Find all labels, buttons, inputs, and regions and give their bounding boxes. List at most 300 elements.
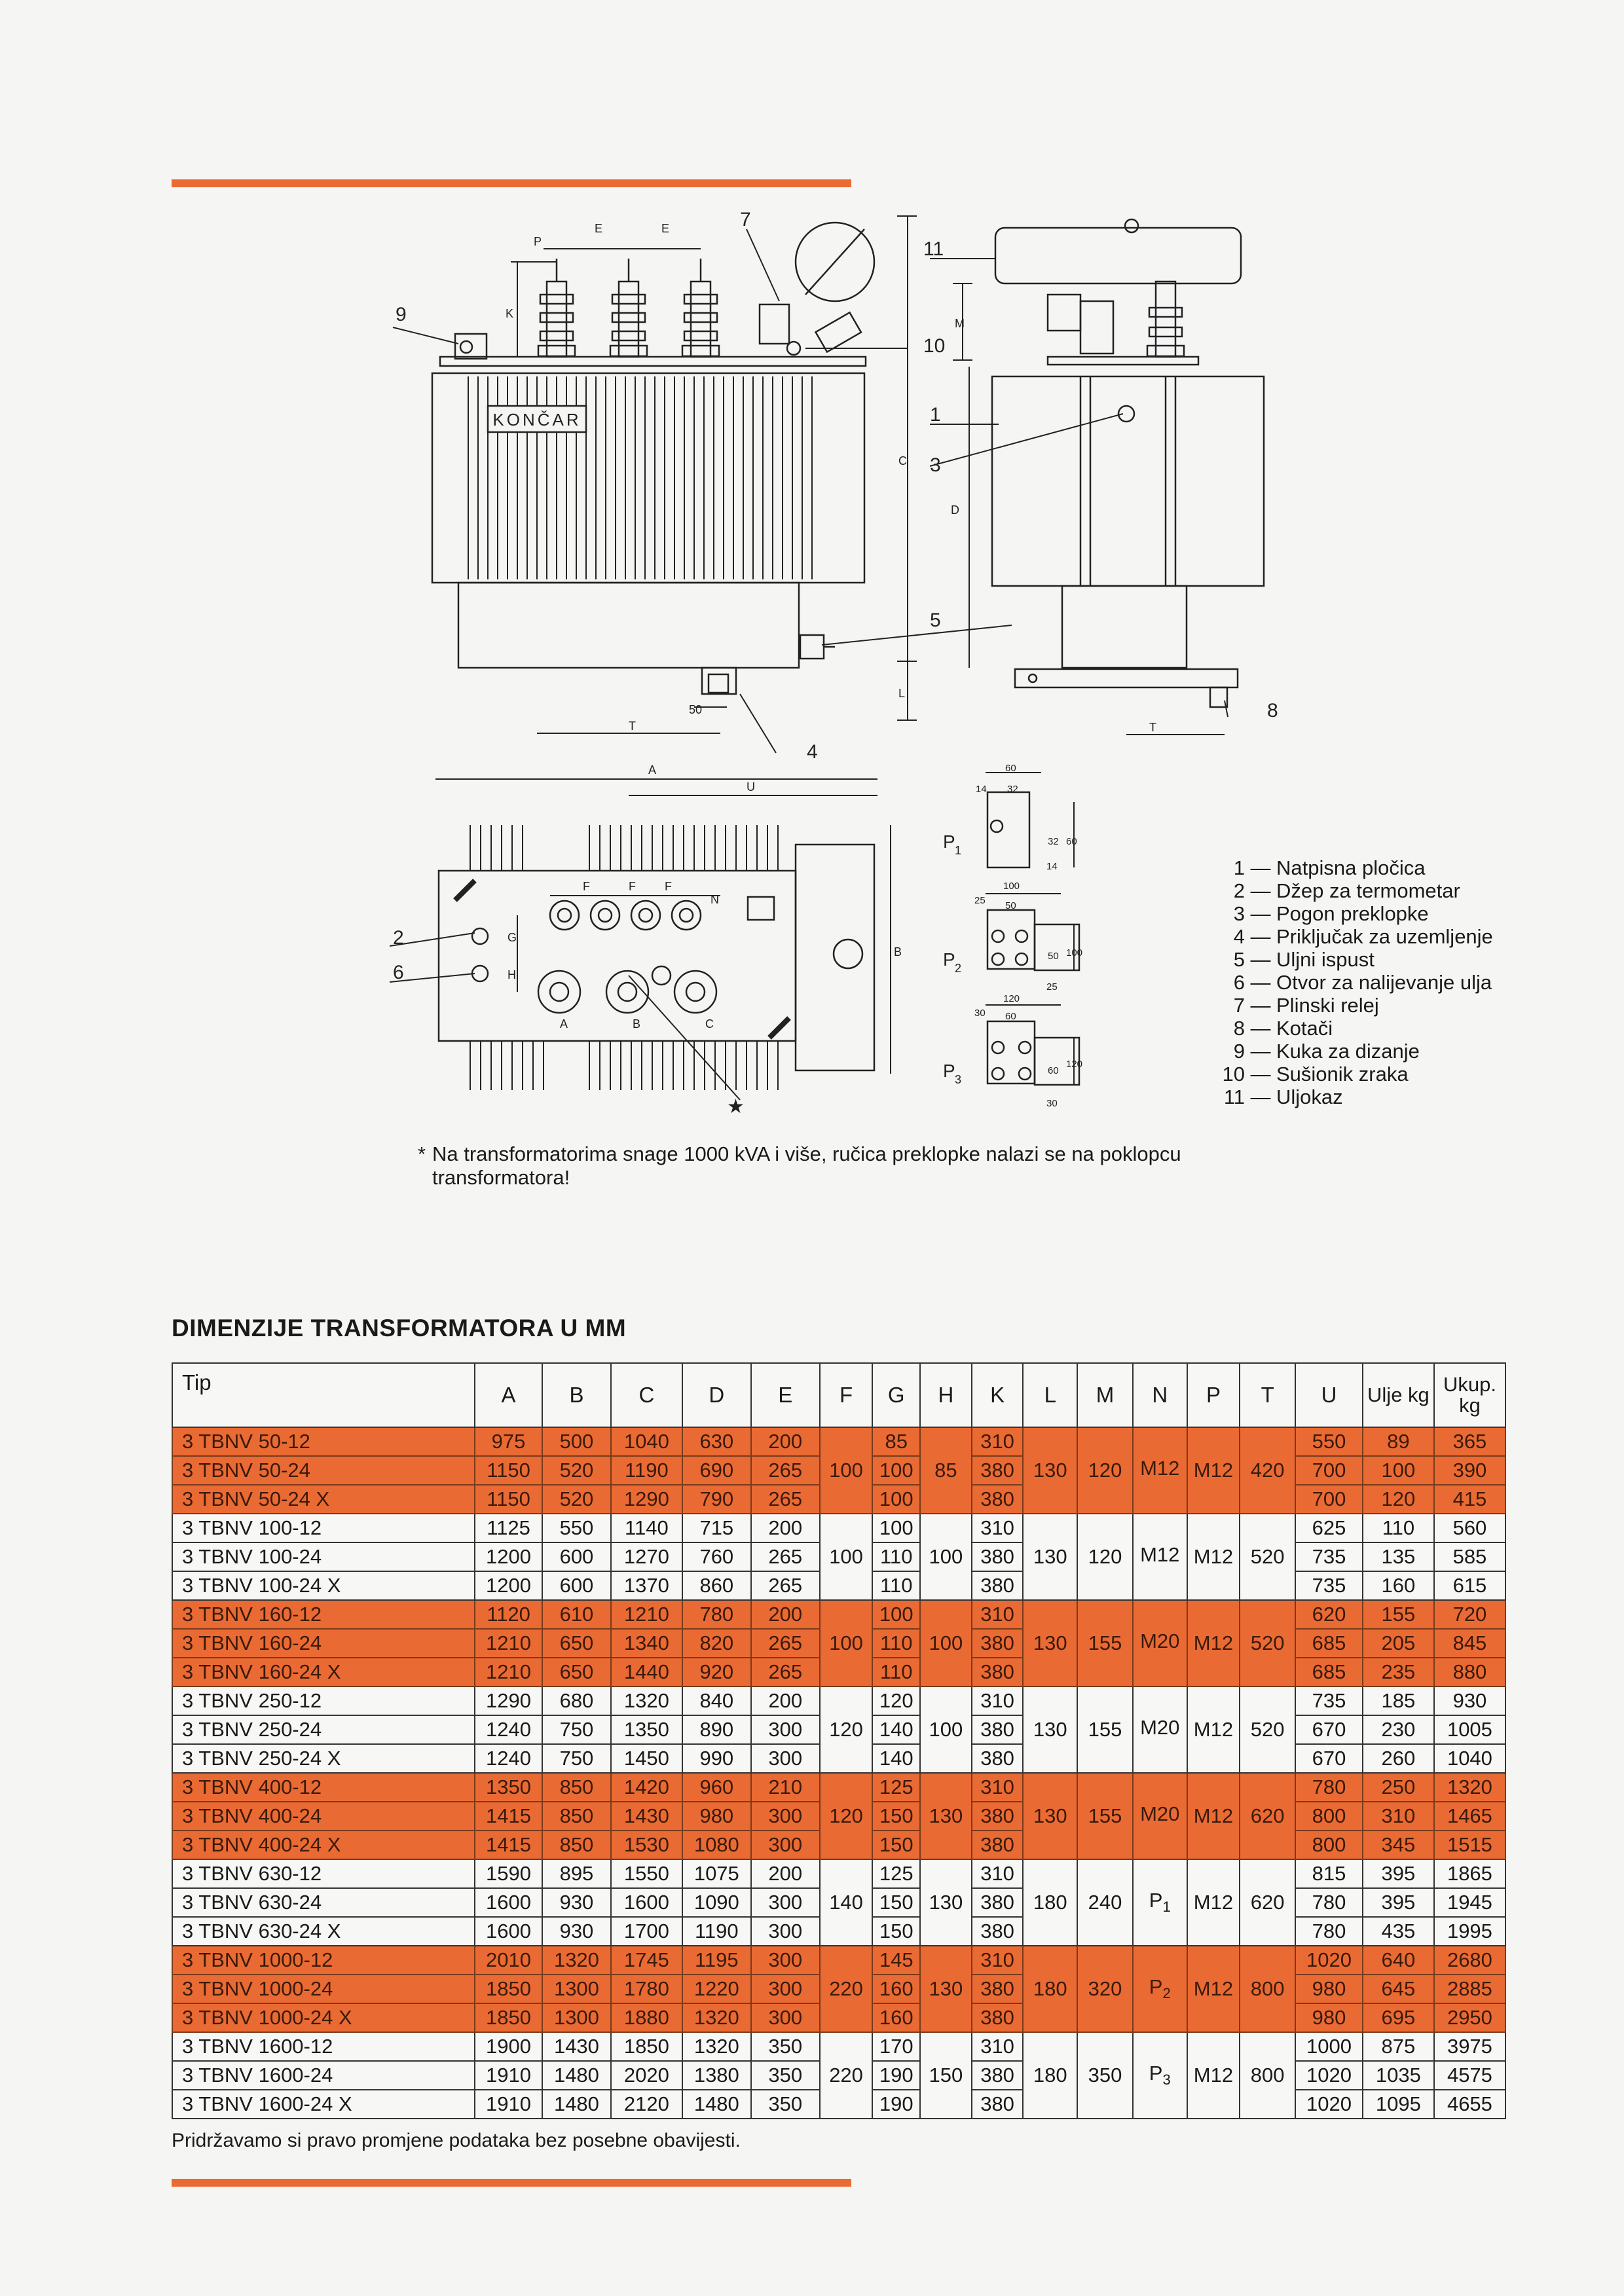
cell-u: 1000: [1295, 2032, 1363, 2061]
cell-total-kg: 2950: [1434, 2003, 1505, 2032]
cell-g: 150: [872, 1802, 920, 1831]
cell-g: 110: [872, 1658, 920, 1686]
cell-c: 1210: [611, 1600, 682, 1629]
legend-dash: —: [1250, 1040, 1271, 1063]
legend-number: 11: [1223, 1085, 1245, 1108]
cell-g: 100: [872, 1485, 920, 1514]
cell-b: 1480: [542, 2090, 611, 2119]
cell-m: 155: [1077, 1600, 1133, 1686]
cell-c: 1850: [611, 2032, 682, 2061]
svg-text:3: 3: [955, 1073, 962, 1086]
legend-dash: —: [1250, 1085, 1271, 1108]
cell-n-subscript: 2: [1162, 1985, 1171, 2002]
cell-k: 310: [972, 1859, 1024, 1888]
cell-n-value: M12: [1140, 1543, 1180, 1567]
svg-text:P: P: [534, 235, 542, 248]
cell-c: 1700: [611, 1917, 682, 1946]
cell-oil-kg: 260: [1363, 1744, 1434, 1773]
cell-g: 110: [872, 1571, 920, 1600]
cell-k: 380: [972, 2003, 1024, 2032]
cell-oil-kg: 120: [1363, 1485, 1434, 1514]
svg-text:2: 2: [955, 962, 962, 975]
cell-oil-kg: 235: [1363, 1658, 1434, 1686]
legend-dash: —: [1250, 971, 1271, 994]
cell-a: 1240: [475, 1744, 542, 1773]
callout-numbers: [393, 209, 1278, 983]
legend-dash: —: [1250, 948, 1271, 971]
parts-legend: [1215, 856, 1493, 1108]
cell-e: 350: [751, 2032, 820, 2061]
svg-text:60: 60: [1048, 1065, 1059, 1076]
cell-total-kg: 1945: [1434, 1888, 1505, 1917]
cell-e: 300: [751, 1744, 820, 1773]
cell-e: 200: [751, 1427, 820, 1456]
svg-text:1: 1: [930, 404, 941, 426]
cell-n: [1133, 1859, 1187, 1946]
svg-text:50: 50: [689, 703, 703, 716]
cell-a: 1900: [475, 2032, 542, 2061]
cell-t: 520: [1240, 1514, 1295, 1600]
cell-oil-kg: 110: [1363, 1514, 1434, 1542]
svg-text:100: 100: [1003, 881, 1020, 892]
plate-p1: [943, 763, 1077, 872]
cell-e: 300: [751, 1715, 820, 1744]
cell-a: 975: [475, 1427, 542, 1456]
table-title: DIMENZIJE TRANSFORMATORA U MM: [172, 1315, 627, 1341]
cell-d: 1320: [682, 2032, 751, 2061]
cell-tip: 3 TBNV 400-24: [172, 1802, 475, 1831]
cell-n: [1133, 1427, 1187, 1514]
cell-g: 120: [872, 1686, 920, 1715]
table-row: [172, 2032, 1505, 2061]
cell-k: 310: [972, 1946, 1024, 1975]
svg-text:6: 6: [393, 962, 404, 983]
cell-u: 1020: [1295, 2090, 1363, 2119]
cell-n-value: P: [1149, 2062, 1163, 2085]
legend-text: Džep za termometar: [1276, 879, 1460, 902]
cell-oil-kg: 395: [1363, 1888, 1434, 1917]
cell-c: 2120: [611, 2090, 682, 2119]
cell-u: 980: [1295, 2003, 1363, 2032]
cell-e: 300: [751, 1802, 820, 1831]
cell-oil-kg: 185: [1363, 1686, 1434, 1715]
svg-text:14: 14: [976, 784, 987, 795]
cell-d: 1480: [682, 2090, 751, 2119]
legend-text: Priključak za uzemljenje: [1276, 925, 1493, 948]
svg-text:60: 60: [1005, 1011, 1016, 1022]
cell-g: 145: [872, 1946, 920, 1975]
svg-text:F: F: [665, 880, 672, 893]
cell-d: 1190: [682, 1917, 751, 1946]
cell-f: 220: [820, 2032, 873, 2119]
cell-c: 1440: [611, 1658, 682, 1686]
cell-u: 735: [1295, 1686, 1363, 1715]
cell-n: [1133, 1773, 1187, 1859]
cell-c: 1550: [611, 1859, 682, 1888]
cell-tip: 3 TBNV 1000-24 X: [172, 2003, 475, 2032]
cell-t: 520: [1240, 1600, 1295, 1686]
cell-oil-kg: 1035: [1363, 2061, 1434, 2090]
cell-d: 790: [682, 1485, 751, 1514]
cell-k: 380: [972, 1888, 1024, 1917]
cell-total-kg: 1465: [1434, 1802, 1505, 1831]
top-view: [435, 763, 902, 1118]
cell-k: 310: [972, 1686, 1024, 1715]
cell-n: [1133, 2032, 1187, 2119]
cell-a: 1150: [475, 1456, 542, 1485]
cell-g: 85: [872, 1427, 920, 1456]
svg-text:2: 2: [393, 927, 404, 949]
cell-e: 300: [751, 1888, 820, 1917]
cell-n-value: M20: [1140, 1802, 1180, 1826]
cell-u: 780: [1295, 1773, 1363, 1802]
cell-k: 380: [972, 1744, 1024, 1773]
cell-u: 780: [1295, 1888, 1363, 1917]
cell-e: 350: [751, 2061, 820, 2090]
svg-text:30: 30: [974, 1008, 986, 1019]
svg-text:F: F: [629, 880, 636, 893]
cell-tip: 3 TBNV 160-24: [172, 1629, 475, 1658]
table-row: [172, 1600, 1505, 1629]
column-header: K: [972, 1363, 1024, 1427]
svg-text:P: P: [943, 949, 955, 970]
cell-p: M12: [1187, 1859, 1240, 1946]
cell-c: 1140: [611, 1514, 682, 1542]
cell-g: 140: [872, 1715, 920, 1744]
cell-k: 380: [972, 1542, 1024, 1571]
bottom-rule: [172, 2179, 851, 2187]
cell-u: 735: [1295, 1542, 1363, 1571]
cell-h: 130: [920, 1773, 972, 1859]
cell-p: M12: [1187, 1686, 1240, 1773]
cell-g: 100: [872, 1514, 920, 1542]
cell-u: 620: [1295, 1600, 1363, 1629]
table-header-row: [172, 1363, 1505, 1427]
cell-tip: 3 TBNV 50-24 X: [172, 1485, 475, 1514]
cell-c: 1600: [611, 1888, 682, 1917]
legend-text: Sušionik zraka: [1276, 1063, 1409, 1085]
legend-text: Natpisna pločica: [1276, 856, 1426, 879]
column-header: F: [820, 1363, 873, 1427]
cell-c: 1040: [611, 1427, 682, 1456]
svg-text:F: F: [583, 880, 590, 893]
cell-p: M12: [1187, 1946, 1240, 2032]
cell-n-value: P: [1149, 1889, 1163, 1912]
cell-b: 930: [542, 1888, 611, 1917]
legend-item: [1215, 1085, 1493, 1108]
svg-text:32: 32: [1048, 836, 1059, 847]
cell-d: 1090: [682, 1888, 751, 1917]
cell-n: [1133, 1600, 1187, 1686]
legend-item: [1215, 1040, 1493, 1063]
cell-l: 130: [1023, 1686, 1077, 1773]
cell-n-value: M20: [1140, 1716, 1180, 1740]
svg-text:10: 10: [923, 335, 946, 357]
cell-total-kg: 1040: [1434, 1744, 1505, 1773]
cell-total-kg: 4655: [1434, 2090, 1505, 2119]
cell-u: 815: [1295, 1859, 1363, 1888]
plate-p2: [943, 881, 1082, 993]
cell-d: 960: [682, 1773, 751, 1802]
cell-l: 130: [1023, 1514, 1077, 1600]
cell-k: 310: [972, 2032, 1024, 2061]
svg-text:4: 4: [807, 741, 818, 763]
svg-text:P: P: [943, 1061, 955, 1081]
cell-f: 100: [820, 1514, 873, 1600]
column-header: H: [920, 1363, 972, 1427]
cell-u: 625: [1295, 1514, 1363, 1542]
cell-d: 780: [682, 1600, 751, 1629]
svg-text:D: D: [951, 503, 959, 517]
cell-k: 380: [972, 2090, 1024, 2119]
cell-d: 690: [682, 1456, 751, 1485]
bushings: [538, 259, 719, 357]
legend-dash: —: [1250, 879, 1271, 902]
cell-oil-kg: 395: [1363, 1859, 1434, 1888]
cell-k: 380: [972, 1715, 1024, 1744]
cell-u: 800: [1295, 1802, 1363, 1831]
cell-t: 800: [1240, 2032, 1295, 2119]
cell-total-kg: 4575: [1434, 2061, 1505, 2090]
cell-t: 420: [1240, 1427, 1295, 1514]
cell-n-value: P: [1149, 1975, 1163, 1999]
cell-b: 750: [542, 1744, 611, 1773]
cell-d: 920: [682, 1658, 751, 1686]
cell-t: 520: [1240, 1686, 1295, 1773]
cell-l: 130: [1023, 1773, 1077, 1859]
cell-e: 200: [751, 1859, 820, 1888]
cell-a: 1850: [475, 1975, 542, 2003]
cell-b: 850: [542, 1802, 611, 1831]
cell-b: 1480: [542, 2061, 611, 2090]
cell-b: 850: [542, 1831, 611, 1859]
side-dim-labels: [951, 317, 1156, 734]
cell-f: 140: [820, 1859, 873, 1946]
legend-text: Kuka za dizanje: [1276, 1040, 1420, 1063]
cell-t: 800: [1240, 1946, 1295, 2032]
cell-u: 700: [1295, 1485, 1363, 1514]
cell-oil-kg: 100: [1363, 1456, 1434, 1485]
cell-oil-kg: 230: [1363, 1715, 1434, 1744]
cell-g: 140: [872, 1744, 920, 1773]
svg-text:100: 100: [1066, 947, 1083, 958]
cell-g: 125: [872, 1859, 920, 1888]
cell-k: 380: [972, 2061, 1024, 2090]
svg-text:50: 50: [1005, 900, 1016, 911]
cell-oil-kg: 135: [1363, 1542, 1434, 1571]
cell-m: 155: [1077, 1686, 1133, 1773]
cell-b: 850: [542, 1773, 611, 1802]
cell-g: 110: [872, 1629, 920, 1658]
cell-oil-kg: 250: [1363, 1773, 1434, 1802]
cell-b: 680: [542, 1686, 611, 1715]
cell-oil-kg: 695: [1363, 2003, 1434, 2032]
cell-e: 265: [751, 1542, 820, 1571]
cell-total-kg: 415: [1434, 1485, 1505, 1514]
footnote: [418, 1142, 1297, 1190]
cell-d: 840: [682, 1686, 751, 1715]
cell-h: 100: [920, 1600, 972, 1686]
cell-k: 310: [972, 1514, 1024, 1542]
cell-b: 550: [542, 1514, 611, 1542]
svg-text:L: L: [898, 687, 906, 700]
cell-a: 1850: [475, 2003, 542, 2032]
cell-d: 890: [682, 1715, 751, 1744]
cell-e: 200: [751, 1514, 820, 1542]
cell-k: 380: [972, 1975, 1024, 2003]
footer-disclaimer: Pridržavamo si pravo promjene podataka bez posebne obavijesti.: [172, 2130, 741, 2151]
cell-p: M12: [1187, 2032, 1240, 2119]
cell-h: 130: [920, 1859, 972, 1946]
cell-g: 110: [872, 1542, 920, 1571]
column-header: Tip: [172, 1363, 475, 1427]
cell-d: 860: [682, 1571, 751, 1600]
cell-b: 520: [542, 1485, 611, 1514]
cell-e: 265: [751, 1485, 820, 1514]
legend-number: 2: [1233, 879, 1245, 902]
cell-m: 155: [1077, 1773, 1133, 1859]
column-header: M: [1077, 1363, 1133, 1427]
cell-c: 1420: [611, 1773, 682, 1802]
legend-number: 4: [1233, 925, 1245, 948]
cell-b: 600: [542, 1571, 611, 1600]
svg-text:E: E: [661, 222, 670, 235]
front-brand: KONČAR: [492, 410, 581, 429]
cell-total-kg: 1515: [1434, 1831, 1505, 1859]
cell-a: 1600: [475, 1917, 542, 1946]
side-view: [951, 219, 1264, 735]
cell-u: 980: [1295, 1975, 1363, 2003]
legend-text: Plinski relej: [1276, 994, 1379, 1017]
cell-d: 1220: [682, 1975, 751, 2003]
svg-text:7: 7: [740, 209, 751, 230]
cell-n-subscript: 1: [1162, 1899, 1171, 1916]
cell-n-value: M12: [1140, 1457, 1180, 1480]
cell-g: 160: [872, 1975, 920, 2003]
cell-d: 1320: [682, 2003, 751, 2032]
svg-text:8: 8: [1267, 700, 1278, 721]
cell-oil-kg: 875: [1363, 2032, 1434, 2061]
legend-dash: —: [1250, 925, 1271, 948]
column-header: U: [1295, 1363, 1363, 1427]
legend-dash: —: [1250, 856, 1271, 879]
cell-u: 550: [1295, 1427, 1363, 1456]
cell-l: 180: [1023, 1859, 1077, 1946]
legend-number: 7: [1233, 994, 1245, 1017]
cell-tip: 3 TBNV 1600-24 X: [172, 2090, 475, 2119]
legend-number: 8: [1233, 1017, 1245, 1040]
cell-tip: 3 TBNV 1600-24: [172, 2061, 475, 2090]
legend-item: [1215, 1063, 1493, 1085]
cell-n-value: M20: [1140, 1630, 1180, 1653]
svg-text:9: 9: [396, 304, 407, 325]
svg-text:25: 25: [1046, 981, 1058, 993]
cell-oil-kg: 310: [1363, 1802, 1434, 1831]
cell-k: 380: [972, 1802, 1024, 1831]
svg-text:32: 32: [1007, 784, 1018, 795]
footnote-text: Na transformatorima snage 1000 kVA i više, ručica preklopke nalazi se na poklopcu transformatora!: [432, 1142, 1181, 1189]
cell-h: 130: [920, 1946, 972, 2032]
cell-tip: 3 TBNV 250-24 X: [172, 1744, 475, 1773]
cell-tip: 3 TBNV 400-12: [172, 1773, 475, 1802]
cell-b: 1300: [542, 2003, 611, 2032]
cell-b: 895: [542, 1859, 611, 1888]
cell-b: 1300: [542, 1975, 611, 2003]
legend-text: Kotači: [1276, 1017, 1333, 1040]
cell-k: 380: [972, 1658, 1024, 1686]
cell-e: 300: [751, 1975, 820, 2003]
cell-b: 1430: [542, 2032, 611, 2061]
cell-m: 120: [1077, 1514, 1133, 1600]
cell-a: 1910: [475, 2061, 542, 2090]
cell-h: 85: [920, 1427, 972, 1514]
cell-g: 160: [872, 2003, 920, 2032]
cell-g: 150: [872, 1831, 920, 1859]
svg-text:50: 50: [1048, 951, 1059, 962]
cell-f: 220: [820, 1946, 873, 2032]
svg-text:11: 11: [923, 238, 944, 260]
cell-tip: 3 TBNV 630-24 X: [172, 1917, 475, 1946]
cell-m: 350: [1077, 2032, 1133, 2119]
column-header: N: [1133, 1363, 1187, 1427]
cell-e: 350: [751, 2090, 820, 2119]
cell-n: [1133, 1514, 1187, 1600]
cell-c: 1270: [611, 1542, 682, 1571]
cell-d: 820: [682, 1629, 751, 1658]
table-row: [172, 1773, 1505, 1802]
cell-h: 150: [920, 2032, 972, 2119]
cell-tip: 3 TBNV 400-24 X: [172, 1831, 475, 1859]
cell-e: 265: [751, 1629, 820, 1658]
cell-g: 170: [872, 2032, 920, 2061]
cell-k: 310: [972, 1600, 1024, 1629]
cell-oil-kg: 435: [1363, 1917, 1434, 1946]
cell-a: 1290: [475, 1686, 542, 1715]
cell-b: 650: [542, 1658, 611, 1686]
cell-c: 1190: [611, 1456, 682, 1485]
svg-text:60: 60: [1005, 763, 1016, 774]
svg-text:U: U: [747, 780, 755, 793]
table-row: [172, 1427, 1505, 1456]
svg-text:A: A: [560, 1017, 568, 1030]
cell-a: 1240: [475, 1715, 542, 1744]
cell-tip: 3 TBNV 630-12: [172, 1859, 475, 1888]
cell-tip: 3 TBNV 250-24: [172, 1715, 475, 1744]
cell-c: 1350: [611, 1715, 682, 1744]
legend-dash: —: [1250, 1063, 1271, 1085]
cell-tip: 3 TBNV 1000-12: [172, 1946, 475, 1975]
cell-u: 735: [1295, 1571, 1363, 1600]
table-row: [172, 1859, 1505, 1888]
cell-e: 265: [751, 1456, 820, 1485]
cell-p: M12: [1187, 1514, 1240, 1600]
legend-item: [1215, 879, 1493, 902]
cell-c: 1880: [611, 2003, 682, 2032]
cell-total-kg: 2680: [1434, 1946, 1505, 1975]
cell-t: 620: [1240, 1859, 1295, 1946]
cell-b: 500: [542, 1427, 611, 1456]
cell-c: 1745: [611, 1946, 682, 1975]
cell-total-kg: 1005: [1434, 1715, 1505, 1744]
cell-oil-kg: 89: [1363, 1427, 1434, 1456]
cell-tip: 3 TBNV 100-24: [172, 1542, 475, 1571]
legend-dash: —: [1250, 902, 1271, 925]
column-header: Ulje kg: [1363, 1363, 1434, 1427]
cell-oil-kg: 345: [1363, 1831, 1434, 1859]
footnote-star: *: [418, 1142, 426, 1165]
cell-e: 300: [751, 1946, 820, 1975]
column-header: P: [1187, 1363, 1240, 1427]
